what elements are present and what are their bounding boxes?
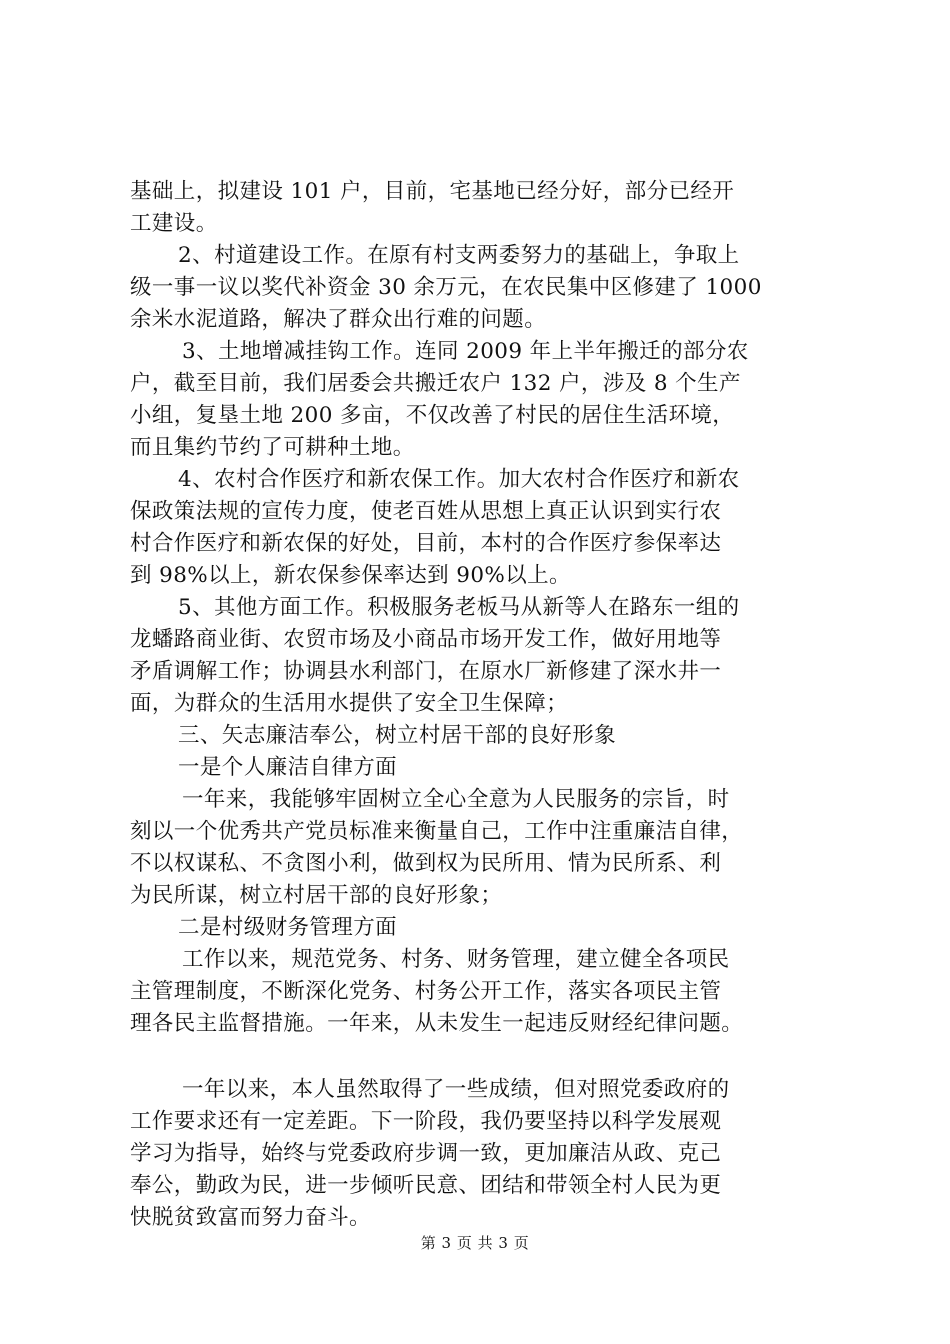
subsection-heading-finance: 二是村级财务管理方面 xyxy=(178,915,398,940)
text-line: 为民所谋，树立村居干部的良好形象； xyxy=(130,883,503,908)
subsection-heading-self-discipline: 一是个人廉洁自律方面 xyxy=(178,755,398,780)
text-line: 矛盾调解工作；协调县水利部门，在原水厂新修建了深水井一 xyxy=(130,659,722,684)
text-line: 基础上，拟建设 101 户，目前，宅基地已经分好，部分已经开 xyxy=(130,179,735,204)
text-line: 理各民主监督措施。一年来，从未发生一起违反财经纪律问题。 xyxy=(130,1011,744,1036)
text-line: 工作要求还有一定差距。下一阶段，我仍要坚持以科学发展观 xyxy=(130,1109,722,1134)
paragraph-heading-medical: 4、农村合作医疗和新农保工作。加大农村合作医疗和新农 xyxy=(178,467,740,492)
paragraph-gap xyxy=(130,1040,850,1074)
text-line: 学习为指导，始终与党委政府步调一致，更加廉洁从政、克己 xyxy=(130,1141,722,1166)
text-line: 工作以来，规范党务、村务、财务管理，建立健全各项民 xyxy=(182,947,730,972)
paragraph-heading-land: 3、土地增减挂钩工作。连同 2009 年上半年搬迁的部分农 xyxy=(182,339,749,364)
text-line: 奉公，勤政为民，进一步倾听民意、团结和带领全村人民为更 xyxy=(130,1173,722,1198)
text-line: 主管理制度，不断深化党务、村务公开工作，落实各项民主管 xyxy=(130,979,722,1004)
text-line: 到 98%以上，新农保参保率达到 90%以上。 xyxy=(130,563,571,588)
text-line: 而且集约节约了可耕种土地。 xyxy=(130,435,415,460)
text-line: 余米水泥道路，解决了群众出行难的问题。 xyxy=(130,307,547,332)
section-heading-integrity: 三、矢志廉洁奉公，树立村居干部的良好形象 xyxy=(178,723,617,748)
text-line: 一年来，我能够牢固树立全心全意为人民服务的宗旨，时 xyxy=(182,787,730,812)
paragraph-heading-village-road: 2、村道建设工作。在原有村支两委努力的基础上，争取上 xyxy=(178,243,740,268)
text-line: 级一事一议以奖代补资金 30 余万元，在农民集中区修建了 1000 xyxy=(130,275,762,300)
text-line: 快脱贫致富而努力奋斗。 xyxy=(130,1205,371,1230)
text-line: 刻以一个优秀共产党员标准来衡量自己，工作中注重廉洁自律， xyxy=(130,819,744,844)
text-line: 工建设。 xyxy=(130,211,218,236)
paragraph-heading-other: 5、其他方面工作。积极服务老板马从新等人在路东一组的 xyxy=(178,595,740,620)
page-number-footer: 第 3 页 共 3 页 xyxy=(420,1234,530,1252)
document-body xyxy=(130,176,850,1234)
text-line: 龙蟠路商业街、农贸市场及小商品市场开发工作，做好用地等 xyxy=(130,627,722,652)
conclusion-paragraph-start: 一年以来，本人虽然取得了一些成绩，但对照党委政府的 xyxy=(182,1077,730,1102)
text-line: 保政策法规的宣传力度，使老百姓从思想上真正认识到实行农 xyxy=(130,499,722,524)
text-line: 不以权谋私、不贪图小利，做到权为民所用、情为民所系、利 xyxy=(130,851,722,876)
text-line: 户，截至目前，我们居委会共搬迁农户 132 户，涉及 8 个生产 xyxy=(130,371,741,396)
text-line: 村合作医疗和新农保的好处，目前，本村的合作医疗参保率达 xyxy=(130,531,722,556)
text-line: 面，为群众的生活用水提供了安全卫生保障； xyxy=(130,691,569,716)
text-line: 小组，复垦土地 200 多亩，不仅改善了村民的居住生活环境， xyxy=(130,403,735,428)
